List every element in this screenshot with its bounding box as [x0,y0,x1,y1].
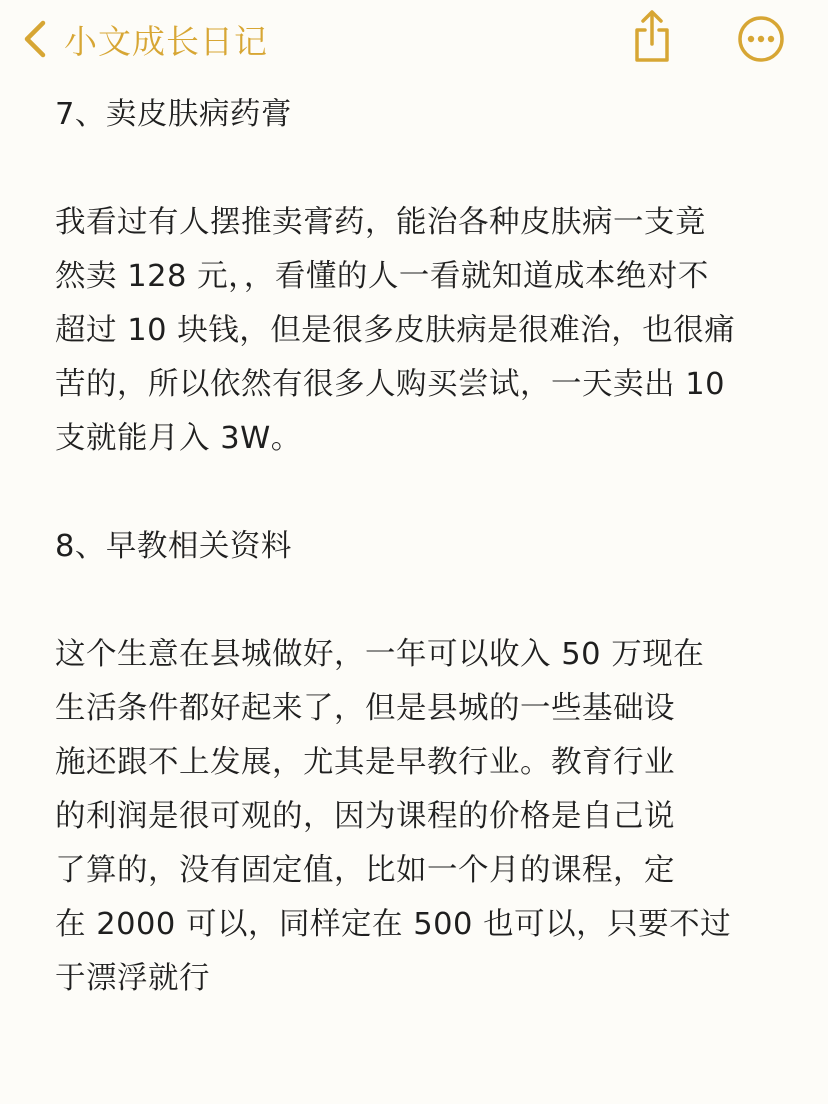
chevron-left-icon [22,19,48,59]
paragraph-line: 的利润是很可观的，因为课程的价格是自己说 [55,799,675,834]
section-8-heading: 8、早教相关资料 [55,529,292,564]
paragraph-line: 了算的，没有固定值，比如一个月的课程，定 [55,853,675,888]
paragraph-line: 施还跟不上发展，尤其是早教行业。教育行业 [55,745,675,780]
blank-line [55,142,795,196]
more-button[interactable] [736,14,786,64]
paragraph-line: 在 2000 可以，同样定在 500 也可以，只要不过 [55,907,732,942]
paragraph-line: 支就能月入 3W。 [55,421,302,456]
navigation-bar [0,0,828,84]
paragraph-line: 于漂浮就行 [55,961,210,996]
blank-line [55,466,795,520]
note-body[interactable] [55,88,795,1006]
back-title: 小文成长日记 [64,21,268,61]
paragraph-line: 超过 10 块钱，但是很多皮肤病是很难治，也很痛 [55,313,736,348]
more-icon [736,49,786,68]
paragraph-line: 这个生意在县城做好，一年可以收入 50 万现在 [55,637,705,672]
share-button[interactable] [628,8,676,64]
paragraph-line: 我看过有人摆推卖膏药，能治各种皮肤病一支竟 [55,205,706,240]
paragraph-line: 然卖 128 元，，看懂的人一看就知道成本绝对不 [55,259,709,294]
back-button[interactable] [22,12,268,66]
section-7-heading: 7、卖皮肤病药膏 [55,97,292,132]
paragraph-line: 苦的，所以依然有很多人购买尝试，一天卖出 10 [55,367,726,402]
paragraph-line: 生活条件都好起来了，但是县城的一些基础设 [55,691,675,726]
blank-line [55,574,795,628]
share-icon [628,49,676,68]
